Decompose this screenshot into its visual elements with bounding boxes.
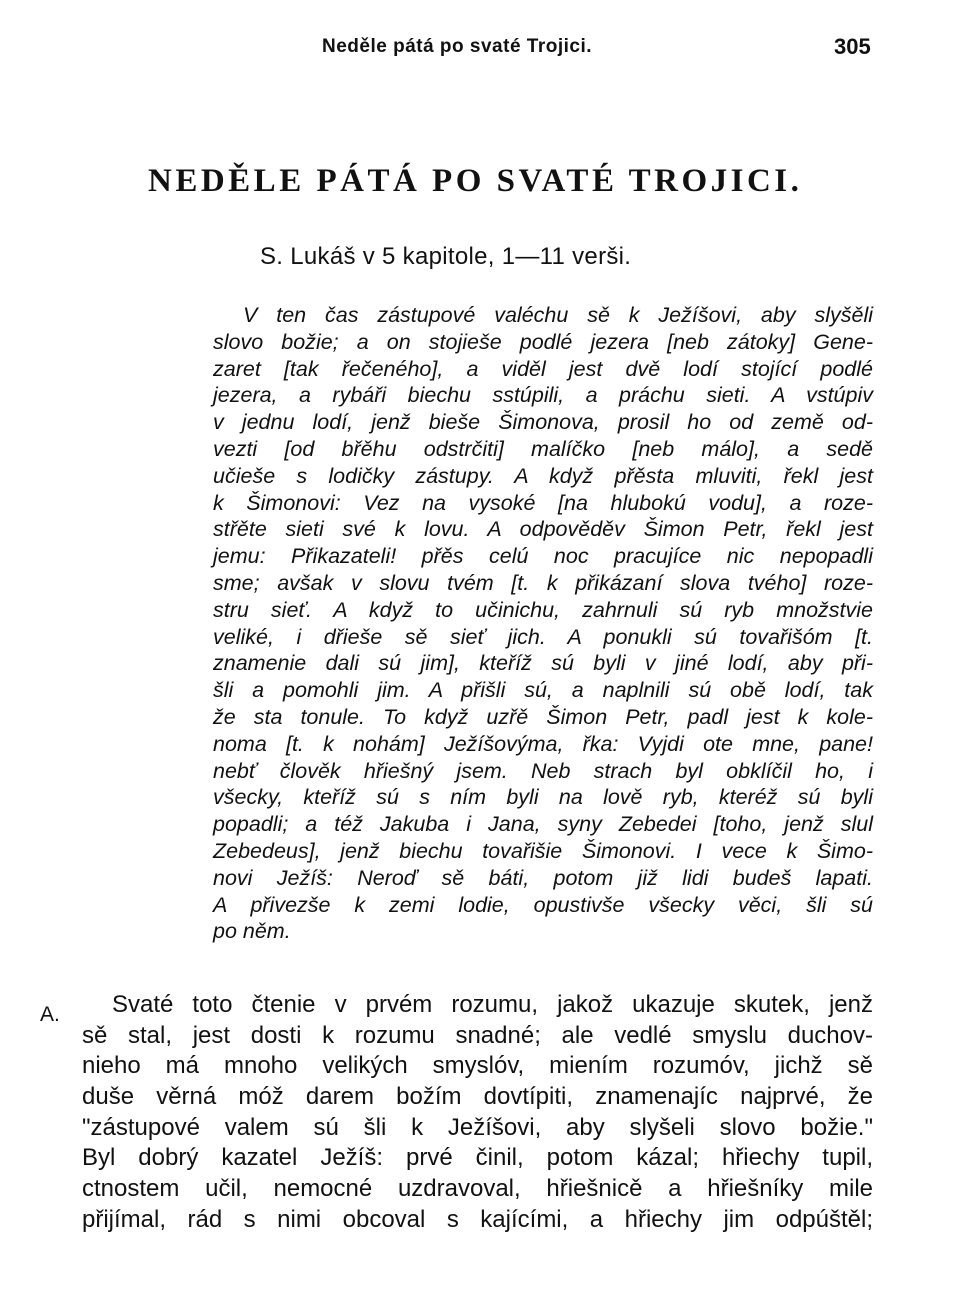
page-number: 305 (834, 34, 871, 59)
sermon-line: Byl dobrý kazatel Ježíš: prvé činil, potom kázal; hřiechy tupil, (82, 1144, 873, 1172)
section-marker: A. (40, 1003, 60, 1026)
gospel-line: vezti [od břěhu odstrčiti] malíčko [neb málo], a sedě (213, 436, 873, 461)
gospel-line: slovo božie; a on stojieše podlé jezera [neb zátoky] Gene- (213, 329, 873, 354)
gospel-line: A přivezše k zemi lodie, opustivše všecky věci, šli sú (213, 892, 873, 917)
gospel-line: znamenie dali sú jim], kteříž sú byli v jiné lodí, aby při- (213, 651, 873, 676)
chapter-title: NEDĚLE PÁTÁ PO SVATÉ TROJICI. (148, 163, 803, 199)
gospel-line: stru sieť. A když to učinichu, zahrnuli sú ryb množstvie (213, 597, 873, 622)
gospel-line: jemu: Přikazateli! přěs celú noc pracujíce nic nepopadli (213, 544, 873, 569)
sermon-line: "zástupové valem sú šli k Ježíšovi, aby slyšeli slovo božie." (82, 1113, 873, 1141)
gospel-line: novi Ježíš: Neroď sě báti, potom již lidi budeš lapati. (213, 865, 873, 890)
gospel-line: všecky, kteříž sú s ním byli na lově ryb, kteréž sú byli (213, 785, 873, 810)
gospel-line: po něm. (213, 919, 291, 944)
sermon-paragraph (82, 990, 873, 1236)
sermon-line: sě stal, jest dosti k rozumu snadné; ale vedlé smyslu duchov- (82, 1021, 873, 1049)
gospel-line: v jednu lodí, jenž bieše Šimonova, prosil ho od země od- (213, 410, 873, 435)
gospel-line: jezera, a rybáři biechu sstúpili, a práchu sieti. A vstúpiv (213, 383, 873, 408)
gospel-line: veliké, i dřieše sě sieť jich. A ponukli sú tovařišóm [t. (213, 624, 873, 649)
gospel-line: střěte sieti své k lovu. A odpověděv Šimon Petr, řekl jest (213, 517, 873, 542)
gospel-passage (213, 302, 873, 945)
sermon-line: duše věrná móž darem božím dovtípiti, znamenajíc najprvé, že (82, 1083, 873, 1111)
gospel-line: zaret [tak řečeného], a viděl jest dvě lodí stojící podlé (213, 356, 873, 381)
scripture-reference: S. Lukáš v 5 kapitole, 1—11 verši. (260, 243, 632, 270)
sermon-line: Svaté toto čtenie v prvém rozumu, jakož ukazuje skutek, jenž (112, 991, 873, 1018)
sermon-line: přijímal, rád s nimi obcoval s kajícími, a hřiechy jim odpúštěl; (82, 1205, 873, 1233)
gospel-line: Zebedeus], jenž biechu tovařišie Šimonovi. I vece k Šimo- (213, 838, 873, 863)
gospel-line: nebť člověk hřiešný jsem. Neb strach byl obklíčil ho, i (213, 758, 873, 783)
gospel-line: učieše s lodičky zástupy. A když přěsta mluviti, řekl jest (213, 463, 873, 488)
sermon-line: nieho má mnoho velikých smyslóv, miením rozumóv, jichž sě (82, 1052, 873, 1080)
gospel-line: noma [t. k nohám] Ježíšovýma, řka: Vyjdi ote mne, pane! (213, 731, 873, 756)
gospel-line: popadli; a též Jakuba i Jana, syny Zebedei [toho, jenž slul (213, 812, 873, 837)
gospel-line: k Šimonovi: Vez na vysoké [na hlubokú vodu], a roze- (213, 490, 873, 515)
gospel-line: že sta tonule. To když uzřě Šimon Petr, padl jest k kole- (213, 704, 873, 729)
gospel-line: sme; avšak v slovu tvém [t. k přikázaní slova tvého] roze- (213, 570, 873, 595)
running-head: Neděle pátá po svaté Trojici. (322, 36, 593, 57)
gospel-line: V ten čas zástupové valéchu sě k Ježíšovi, aby slyšěli (243, 303, 873, 327)
gospel-line: šli a pomohli jim. A přišli sú, a naplnili sú obě lodí, tak (213, 678, 873, 703)
sermon-line: ctnostem učil, nemocné uzdravoval, hřiešnicě a hřiešníky mile (82, 1175, 873, 1203)
